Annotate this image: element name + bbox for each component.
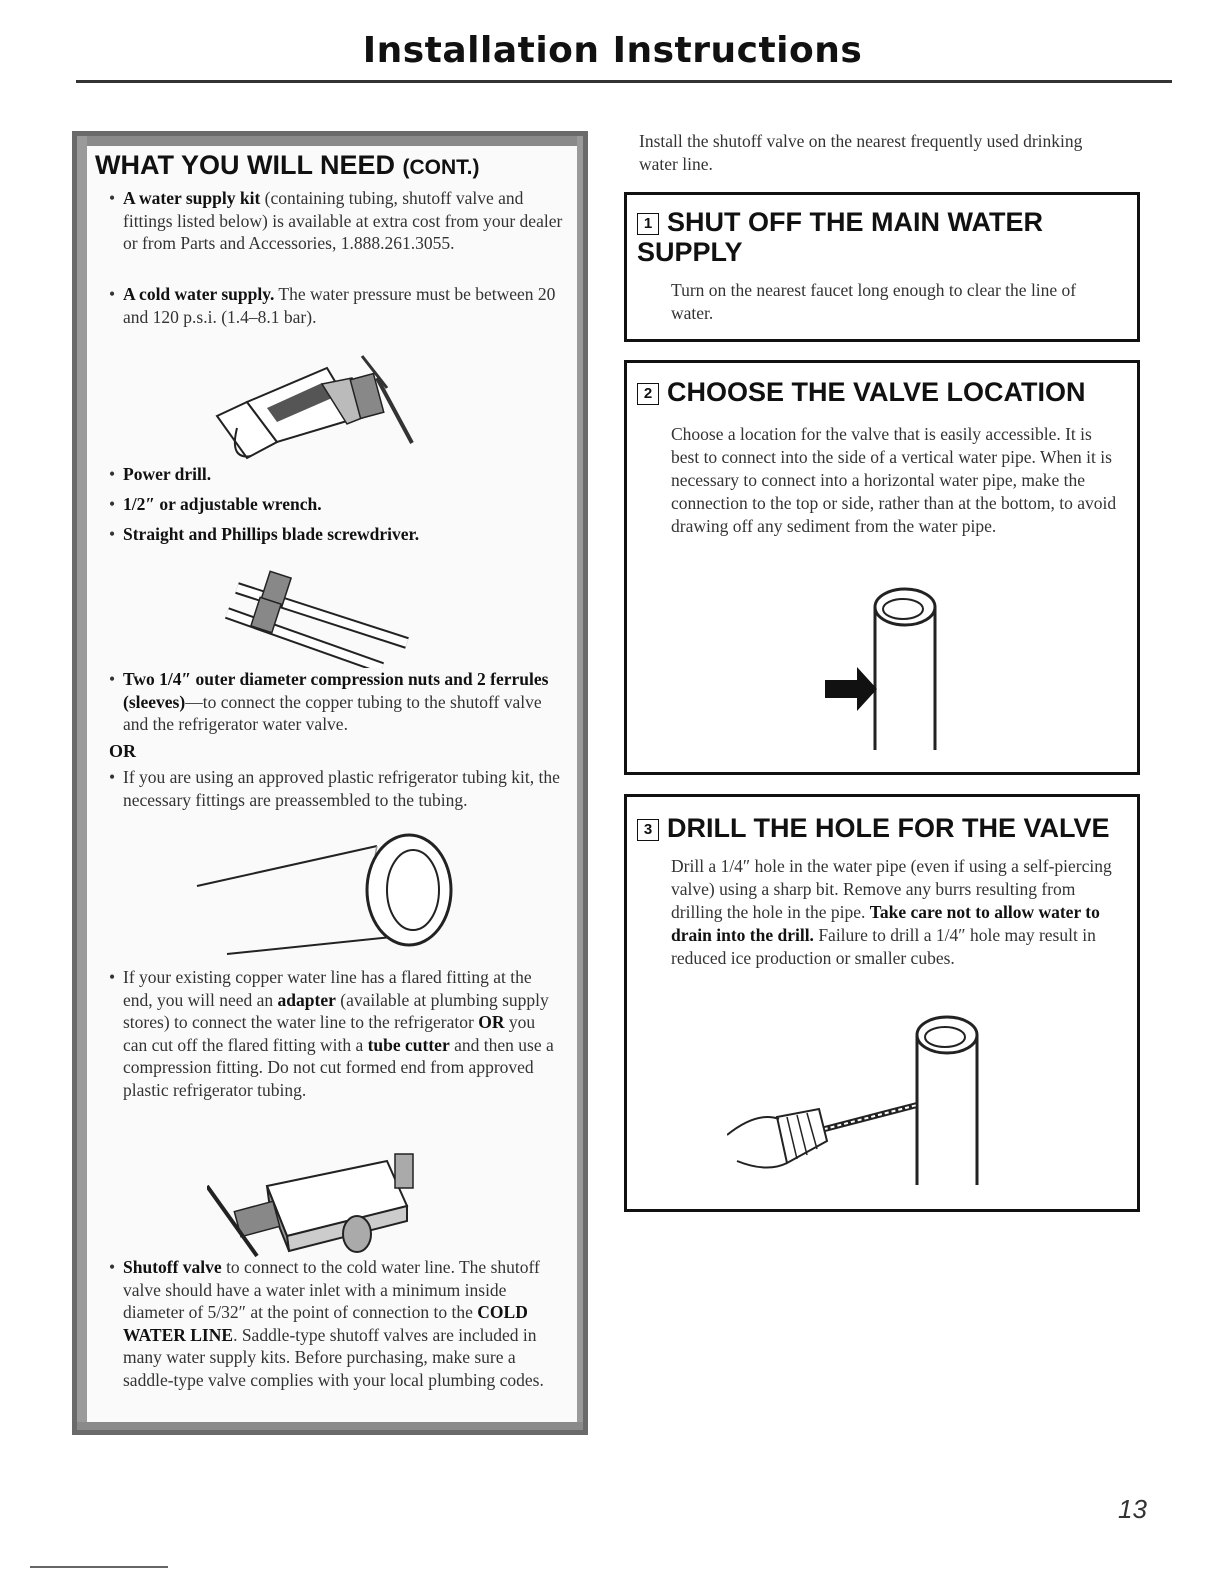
- step-2-number: 2: [637, 383, 659, 405]
- page-number: 13: [1118, 1494, 1147, 1524]
- item-cold-water-supply: • A cold water supply. The water pressure must be between 20 and 120 p.s.i. (1.4–8.1 bar).: [109, 284, 556, 327]
- panel-frame-right: [577, 136, 583, 1430]
- panel-frame-top: [77, 136, 583, 146]
- item-screwdriver: • Straight and Phillips blade screwdriver.: [109, 524, 420, 544]
- step-3-box: [624, 794, 1140, 1212]
- heading-main: WHAT YOU WILL NEED: [95, 150, 403, 180]
- power-drill-illustration: [207, 348, 427, 468]
- step-3-number: 3: [637, 819, 659, 841]
- item-plastic-tubing-kit: • If you are using an approved plastic refrigerator tubing kit, the necessary fittings are preassembled to the tubing.: [109, 767, 560, 810]
- panel-frame-left: [77, 136, 87, 1430]
- shutoff-valve-illustration: [207, 1146, 447, 1266]
- item-shutoff-valve: • Shutoff valve to connect to the cold water line. The shutoff valve should have a water inlet with a minimum inside diameter of 5/32″ at the point of connection to the COLD WATER LINE. Saddle-type shutoff valves are included in many water supply kits. Before purchasing, make sure a saddle-type valve complies with your local plumbing codes.: [109, 1257, 544, 1390]
- item-wrench: • 1/2″ or adjustable wrench.: [109, 494, 322, 514]
- title-rule: [76, 80, 1172, 83]
- step-3-body: Drill a 1/4″ hole in the water pipe (even if using a self-piercing valve) using a sharp bit. Remove any burrs resulting from drilling the hole in the pipe. Take care not to allow water to drain into the drill. Failure to drill a 1/4″ hole may result in reduced ice production or smaller cubes.: [671, 856, 1112, 968]
- panel-frame-bottom: [77, 1422, 583, 1430]
- footer-mark: [30, 1566, 168, 1568]
- page-title: Installation Instructions: [362, 30, 863, 71]
- step-1-title: 1 SHUT OFF THE MAIN WATER SUPPLY: [637, 207, 1043, 267]
- step-2-box: [624, 360, 1140, 775]
- step-1-number: 1: [637, 213, 659, 235]
- item-compression-nuts: • Two 1/4″ outer diameter compression nuts and 2 ferrules (sleeves)—to connect the copper tubing to the shutoff valve and the refrigerator water valve.: [109, 669, 549, 735]
- item-water-supply-kit: • A water supply kit (containing tubing, shutoff valve and fittings listed below) is available at extra cost from your dealer or from Parts and Accessories, 1.888.261.3055.: [109, 188, 563, 254]
- step-1-box: [624, 192, 1140, 342]
- compression-nuts-illustration: [217, 558, 427, 668]
- tubing-illustration: [187, 826, 467, 966]
- heading-cont: (CONT.): [402, 156, 480, 179]
- step-2-body: Choose a location for the valve that is easily accessible. It is best to connect into the side of a vertical water pipe. When it is necessary to connect into a horizontal water pipe, make the connection to the top or side, rather than at the bottom, to avoid drawing off any sediment from the water pipe.: [671, 424, 1117, 536]
- or-label: OR: [109, 741, 136, 761]
- vertical-pipe-illustration: [795, 585, 945, 755]
- item-power-drill: • Power drill.: [109, 464, 212, 484]
- drill-hole-illustration: [727, 1013, 1017, 1193]
- intro-text: Install the shutoff valve on the nearest frequently used drinking water line.: [639, 131, 1083, 174]
- item-flared-fitting: • If your existing copper water line has a flared fitting at the end, you will need an adapter (available at plumbing supply stores) to connect the water line to the refrigerator OR you can cut off the flared fitting with a tube cutter and then use a compression fitting. Do not cut formed end from approved plastic refrigerator tubing.: [109, 967, 554, 1100]
- what-you-will-need-panel: [72, 131, 588, 1435]
- section-heading: [95, 150, 480, 181]
- step-1-body: Turn on the nearest faucet long enough to clear the line of water.: [671, 280, 1077, 323]
- step-3-title: 3 DRILL THE HOLE FOR THE VALVE: [637, 813, 1127, 843]
- step-2-title: 2 CHOOSE THE VALVE LOCATION: [637, 377, 1127, 407]
